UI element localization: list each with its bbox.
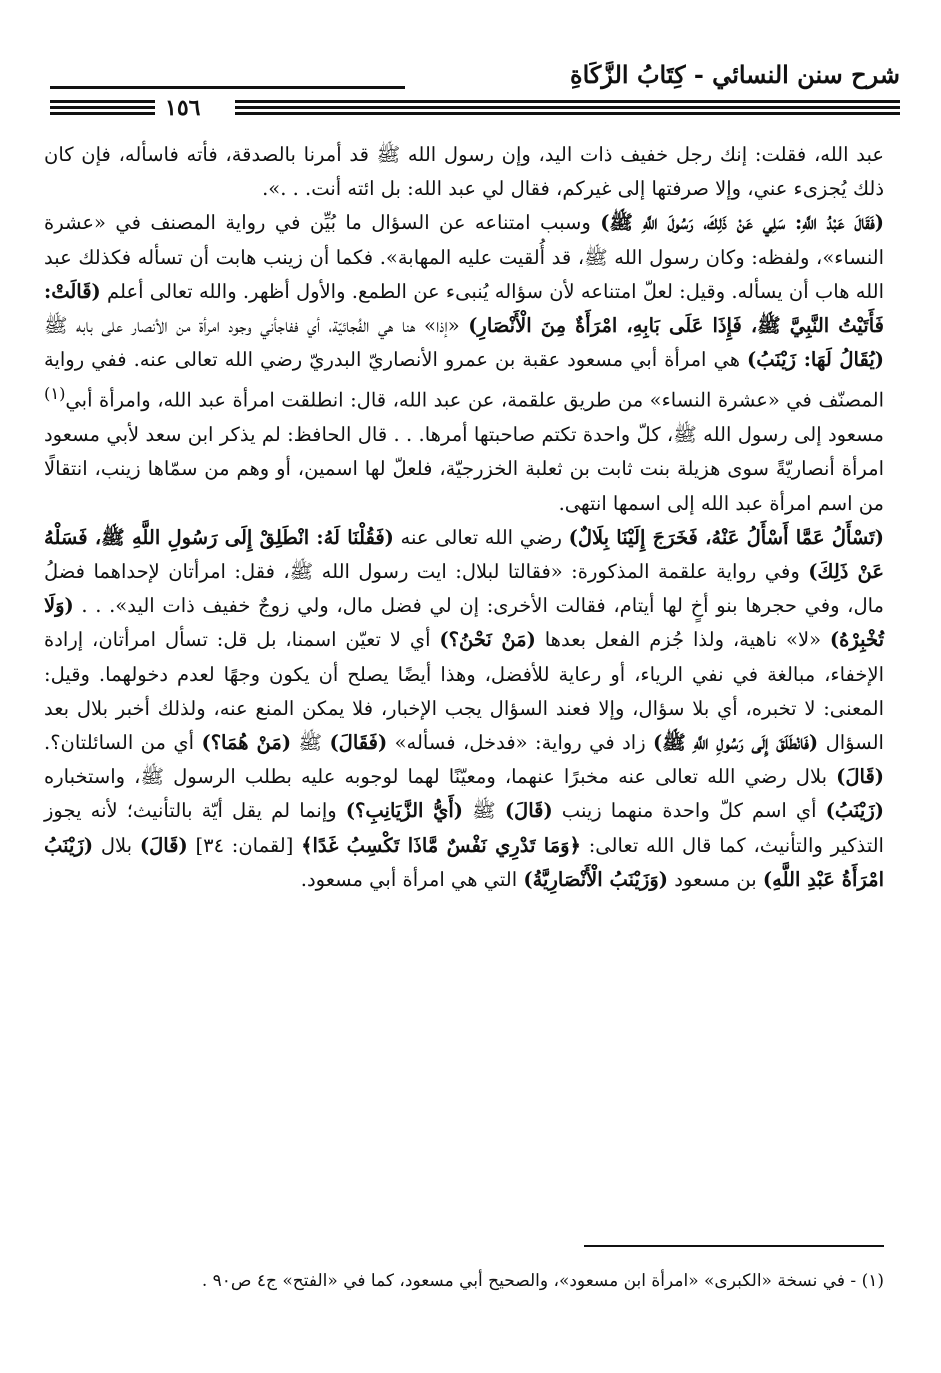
hadith-text: (قَالَ) (139, 833, 188, 857)
hadith-text: (زَيْنَبُ امْرَأَةُ عَبْدِ اللَّهِ) (44, 833, 884, 891)
hadith-text: ﴿وَمَا تَدْرِي نَفْسٌ مَّاذَا تَكْسِبُ غَدًا﴾ (301, 833, 581, 857)
footnote-divider (584, 1245, 884, 1247)
page-header (50, 58, 900, 121)
hadith-text: (فَقَالَ) (329, 730, 388, 754)
paragraph (44, 138, 884, 206)
header-rule (235, 100, 900, 103)
commentary-text: هي امرأة أبي مسعود عقبة بن عمرو الأنصاريّ البدريّ رضي الله تعالى عنه. ففي رواية المصنّف في «عشرة النساء» من طريق علقمة، عن عبد الله، قال: انطلقت امرأة عبد الله، وامرأة أبي (44, 348, 884, 412)
footnote: (١) - في نسخة «الكبرى» «امرأة ابن مسعود»، والصحيح أبي مسعود، كما في «الفتح» ج٤ ص٩٠ . (201, 1271, 884, 1291)
paragraph (44, 521, 884, 897)
hadith-text: (مَنْ نَحْنُ؟) (439, 628, 536, 652)
hadith-text: (زَيْنَبُ) (825, 799, 884, 823)
commentary-text: أي من السائلتان؟. (44, 730, 202, 754)
hadith-text: (فَقَالَ عَبْدُ اللَّهِ: سَلِي عَنْ ذَلِكَ، رَسُولَ اللَّهِ ﷺ) (600, 211, 885, 235)
header-rule (50, 106, 155, 109)
header-rule (235, 106, 900, 109)
commentary-text: بن مسعود (668, 867, 763, 891)
commentary-text: أي لا تعيّن اسمنا، بل قل: تسأل امرأتان، إرادة الإخفاء، مبالغة في نفي الرياء، أو رعاية للأفضل، وهذا أيضًا يصلح أن يكون وجهًا لعدم دخولهما. وقيل: المعنى: لا تخبره، أي بلا سؤال، وإلا فعند السؤال يجب الإخبار، فلا يمكن المنع عنه، ولذلك أخبر بلال بعد السؤال (44, 628, 884, 754)
hadith-text: (يُقَالُ لَهَا: زَيْنَبُ) (747, 348, 884, 372)
commentary-text: بلال (93, 833, 140, 857)
commentary-text: وفي رواية علقمة المذكورة: «فقالتا لبلال: ايت رسول الله ﷺ، فقل: امرأتان لإحداهما فضلُ مال، وفي حجرها بنو أخٍ لها أيتام، فقالت الأخرى: إن لي فضل مال، ولي زوجٌ خفيف ذات اليد». . . (44, 559, 884, 618)
header-rule (235, 112, 900, 115)
hadith-text: (وَزَيْنَبُ الْأَنْصَارِيَّةُ) (523, 867, 669, 891)
commentary-text: وإنما لم يقل أيّة بالتأنيث؛ لأنه يجوز التذكير والتأنيث، كما قال الله تعالى: (44, 799, 884, 857)
commentary-text: رضي الله تعالى عنه (393, 525, 569, 549)
commentary-text: أي اسم كلّ واحدة منهما زينب (552, 799, 826, 823)
main-text (44, 138, 884, 897)
commentary-text: [لقمان: ٣٤] (187, 833, 302, 857)
hadith-text: (قَالَ) (836, 765, 884, 789)
footnote-marker: (١) (44, 384, 66, 404)
hadith-text: (أَيُّ الزَّيَانِبِ؟) (345, 799, 464, 823)
commentary-text: زاد في رواية: «فدخل، فسأله» (387, 730, 654, 754)
running-title: شرح سنن النسائي - كِتَابُ الزَّكَاةِ (570, 60, 900, 89)
page-number: ١٥٦ (165, 95, 201, 121)
commentary-text: مسعود إلى رسول الله ﷺ، كلّ واحدة تكتم صاحبتها أمرها. . . قال الحافظ: لم يذكر ابن سعد لأبي مسعود امرأة أنصاريّةً سوى هزيلة بنت ثابت بن ثعلبة الخزرجيّة، فلعلّ لها اسمين، أو وهم من سمّاها زينب، انتقالًا من اسم امرأة عبد الله إلى اسمها انتهى. (44, 423, 884, 515)
hadith-text: (قَالَ) (504, 799, 553, 823)
hadith-text: (وَلَا تُخْبِرْهُ) (44, 594, 885, 652)
commentary-text: بلال رضي الله تعالى عنه مخبرًا عنهما، ومعيّنًا لهما لوجوبه عليه بطلب الرسول ﷺ، واستخباره (44, 765, 837, 789)
hadith-text: (قَالَتْ: فَأَتَيْتُ النَّبِيَّ ﷺ، فَإِذَا عَلَى بَابِهِ، امْرَأَةٌ مِنَ الْأَنْصَارِ) (44, 279, 884, 338)
commentary-text: التي هي امرأة أبي مسعود. (300, 867, 524, 891)
commentary-text: ﷺ (291, 730, 330, 754)
hadith-text: (تَسْأَلُ عَمَّا أَسْأَلُ عَنْهُ، فَخَرَجَ إِلَيْنَا بِلَالٌ) (568, 525, 884, 549)
paragraph (44, 206, 884, 520)
commentary-text: عبد الله، فقلت: إنك رجل خفيف ذات اليد، وإن رسول الله ﷺ قد أمرنا بالصدقة، فأته فاسأله، فإن كان ذلك يُجزىء عني، وإلا صرفتها إلى غيركم، فقال لي عبد الله: بل ائته أنت. . .». (44, 143, 884, 201)
commentary-text: «لا» ناهية، ولذا جُزم الفعل بعدها (535, 628, 830, 652)
commentary-text: ﷺ (463, 799, 505, 823)
commentary-text: وسبب امتناعه عن السؤال ما بُيِّن في رواية المصنف في «عشرة النساء»، ولفظه: وكان رسول الله ﷺ، قد أُلقيت عليه المهابة». فكما أن زينب هابت أن تسأله فكذلك عبد الله هاب أن يسأله. وقيل: لعلّ امتناعه لأن سؤاله يُنبىء عن الطمع. والأول أظهر. والله تعالى أعلم (44, 211, 884, 303)
header-rule (50, 112, 155, 115)
commentary-text: «إذا» هنا هي الفُجائيّة، أي ففاجأني وجود امرأة من الأنصار على بابه ﷺ (44, 314, 469, 338)
hadith-text: (فَانْطَلَقَ إِلَى رَسُولِ اللَّهِ ﷺ) (653, 730, 819, 754)
hadith-text: (فَقُلْنَا لَهُ: انْطَلِقْ إِلَى رَسُولِ اللَّهِ ﷺ، فَسَلْهُ عَنْ ذَلِكَ) (44, 525, 884, 583)
header-rule (50, 100, 155, 103)
hadith-text: (مَنْ هُمَا؟) (201, 730, 292, 754)
header-rule (50, 86, 405, 89)
